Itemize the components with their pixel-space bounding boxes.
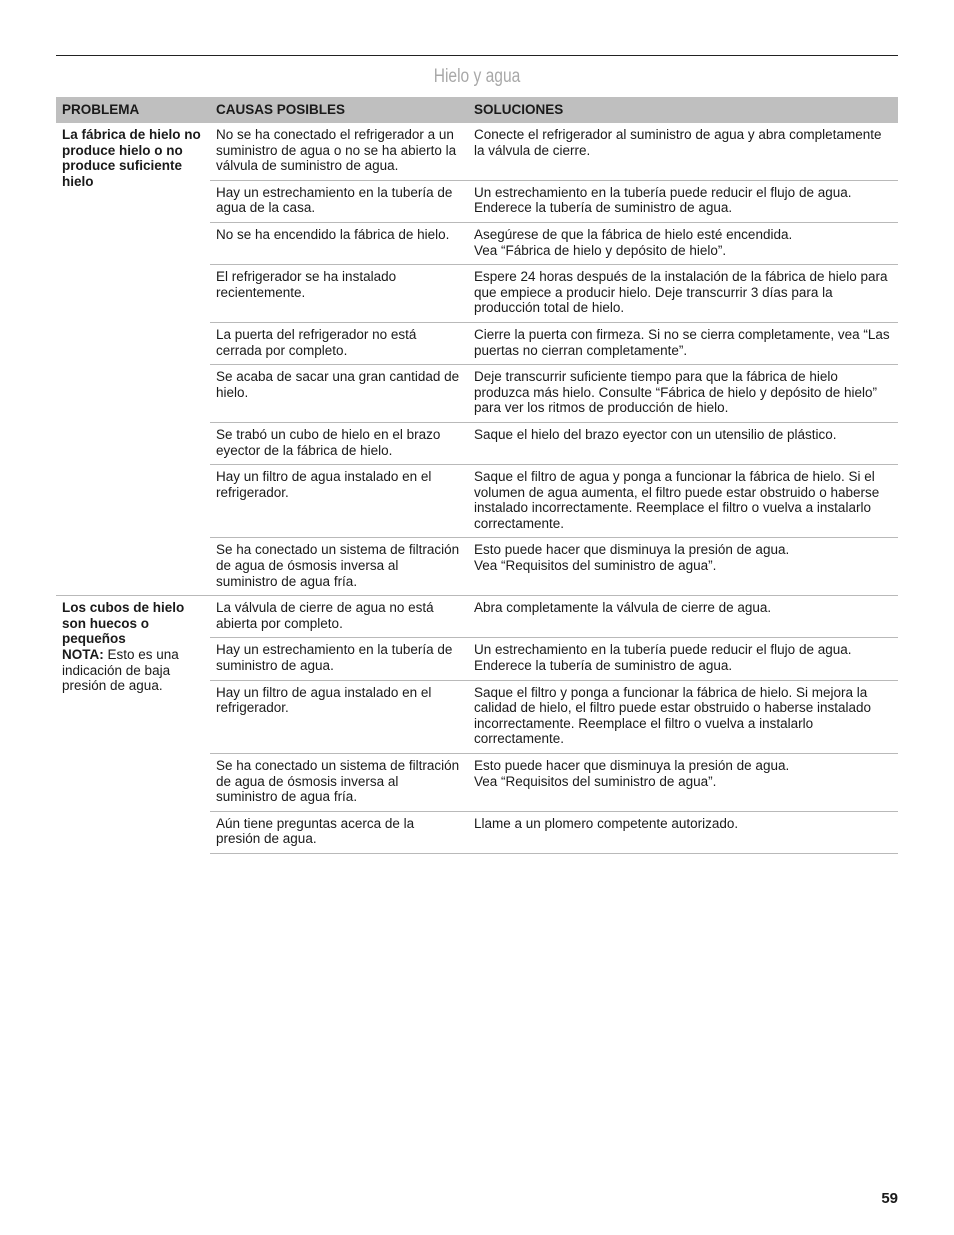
problem-cell	[56, 123, 210, 596]
cause-cell: La válvula de cierre de agua no está abierta por completo.	[210, 596, 468, 638]
cause-cell: Se trabó un cubo de hielo en el brazo eyector de la fábrica de hielo.	[210, 422, 468, 464]
cause-cell: Hay un filtro de agua instalado en el refrigerador.	[210, 680, 468, 753]
table-header-row	[56, 97, 898, 123]
solution-cell: Saque el hielo del brazo eyector con un utensilio de plástico.	[468, 422, 898, 464]
problem-title: Los cubos de hielo son huecos o pequeños	[62, 600, 185, 647]
solution-cell: Espere 24 horas después de la instalación de la fábrica de hielo para que empiece a producir hielo. Deje transcurrir 3 días para la producción total de hielo.	[468, 265, 898, 323]
cause-cell: Se acaba de sacar una gran cantidad de hielo.	[210, 365, 468, 423]
header-causes: CAUSAS POSIBLES	[210, 97, 468, 123]
cause-cell: Se ha conectado un sistema de filtración de agua de ósmosis inversa al suministro de agua fría.	[210, 538, 468, 596]
solution-cell: Esto puede hacer que disminuya la presión de agua. Vea “Requisitos del suministro de agua”.	[468, 538, 898, 596]
solution-cell: Cierre la puerta con firmeza. Si no se cierra completamente, vea “Las puertas no cierran completamente”.	[468, 322, 898, 364]
header-problem: PROBLEMA	[56, 97, 210, 123]
table-body	[56, 123, 898, 853]
cause-cell: Hay un estrechamiento en la tubería de agua de la casa.	[210, 180, 468, 222]
cause-cell: Se ha conectado un sistema de filtración de agua de ósmosis inversa al suministro de agua fría.	[210, 754, 468, 812]
table-row	[56, 596, 898, 638]
problem-cell	[56, 596, 210, 854]
section-title: Hielo y agua	[433, 66, 521, 87]
table-row	[56, 123, 898, 180]
solution-cell: Asegúrese de que la fábrica de hielo esté encendida. Vea “Fábrica de hielo y depósito de hielo”.	[468, 222, 898, 264]
solution-cell: Esto puede hacer que disminuya la presión de agua. Vea “Requisitos del suministro de agua”.	[468, 754, 898, 812]
cause-cell: La puerta del refrigerador no está cerrada por completo.	[210, 322, 468, 364]
solution-cell: Conecte el refrigerador al suministro de agua y abra completamente la válvula de cierre.	[468, 123, 898, 180]
cause-cell: Hay un filtro de agua instalado en el refrigerador.	[210, 465, 468, 538]
solution-cell: Llame a un plomero competente autorizado.	[468, 811, 898, 853]
cause-cell: No se ha encendido la fábrica de hielo.	[210, 222, 468, 264]
cause-cell: Aún tiene preguntas acerca de la presión de agua.	[210, 811, 468, 853]
solution-cell: Saque el filtro y ponga a funcionar la fábrica de hielo. Si mejora la calidad de hielo, el filtro puede estar obstruido o haberse instalado incorrectamente. Reemplace el filtro o vuelva a instalarlo correctamente.	[468, 680, 898, 753]
cause-cell: Hay un estrechamiento en la tubería de suministro de agua.	[210, 638, 468, 680]
solution-cell: Un estrechamiento en la tubería puede reducir el flujo de agua. Enderece la tubería de suministro de agua.	[468, 180, 898, 222]
troubleshooting-table	[56, 97, 898, 854]
solution-cell: Un estrechamiento en la tubería puede reducir el flujo de agua. Enderece la tubería de suministro de agua.	[468, 638, 898, 680]
note-text: Esto es una indicación de baja presión de agua.	[62, 647, 179, 694]
solution-cell: Saque el filtro de agua y ponga a funcionar la fábrica de hielo. Si el volumen de agua aumenta, el filtro puede estar obstruido o haberse instalado incorrectamente. Reemplace el filtro o vuelva a instalarlo correctamente.	[468, 465, 898, 538]
solution-cell: Deje transcurrir suficiente tiempo para que la fábrica de hielo produzca más hielo. Consulte “Fábrica de hielo y depósito de hielo” para ver los ritmos de producción de hielo.	[468, 365, 898, 423]
note-label: NOTA:	[62, 647, 104, 663]
page-number: 59	[881, 1190, 898, 1207]
top-rule	[56, 55, 898, 56]
solution-cell: Abra completamente la válvula de cierre de agua.	[468, 596, 898, 638]
header-solutions: SOLUCIONES	[468, 97, 898, 123]
cause-cell: El refrigerador se ha instalado recientemente.	[210, 265, 468, 323]
problem-title: La fábrica de hielo no produce hielo o no produce suficiente hielo	[62, 127, 201, 189]
cause-cell: No se ha conectado el refrigerador a un suministro de agua o no se ha abierto la válvula de suministro de agua.	[210, 123, 468, 180]
